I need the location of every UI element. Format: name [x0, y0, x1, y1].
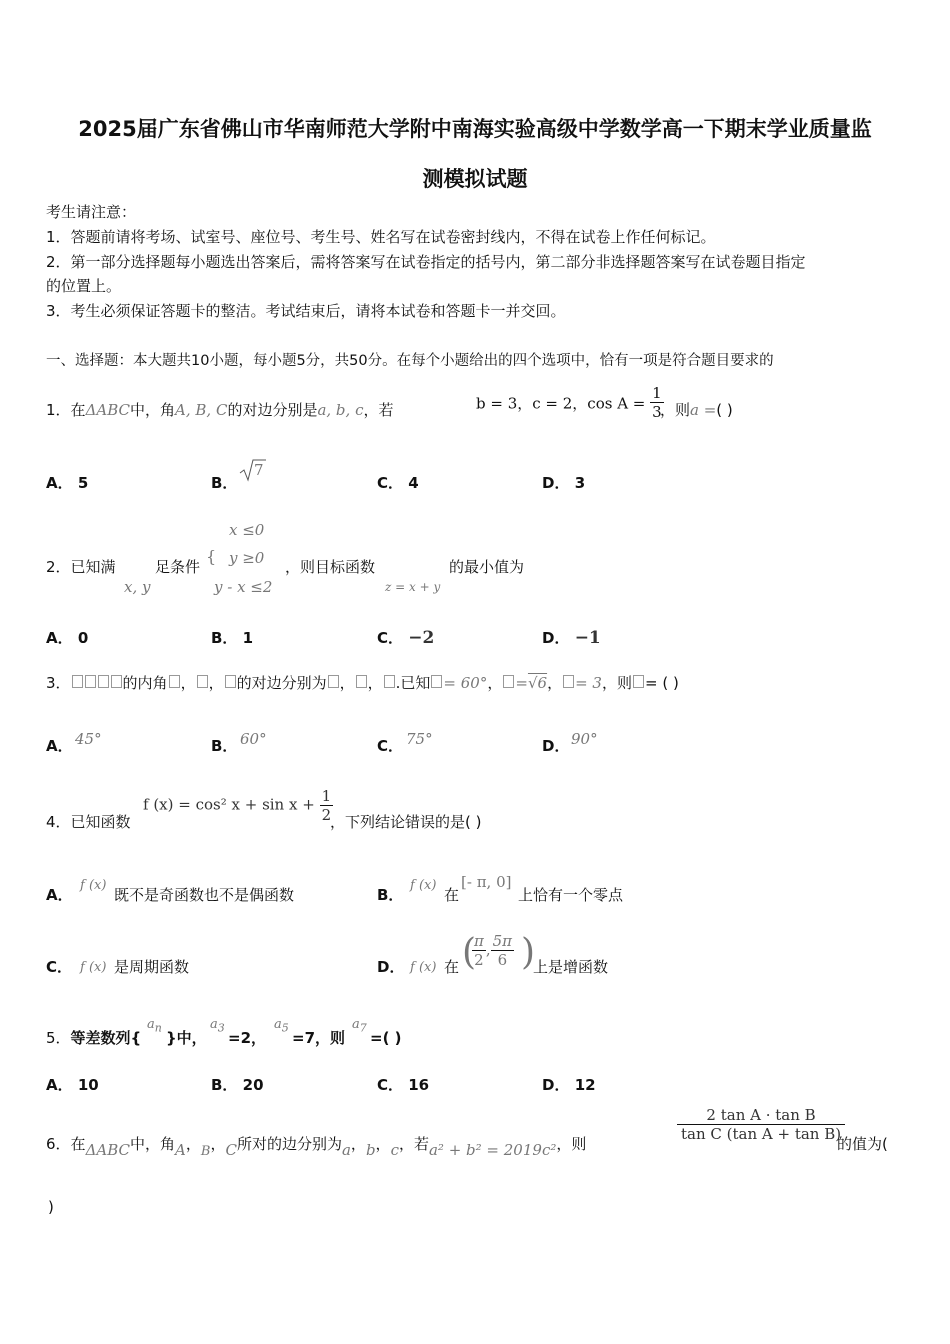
q3-option-d-label: D． [542, 737, 570, 755]
q3-eq-1: = 60° [443, 674, 488, 692]
q5-option-a-label: A． [46, 1076, 73, 1094]
placeholder-glyph-icon [503, 675, 514, 688]
q5-option-d-text: 12 [574, 1076, 596, 1094]
sqrt-icon: √ [527, 674, 538, 692]
q5-text-3: =2， [228, 1029, 267, 1047]
q5-option-c-label: C． [377, 1076, 404, 1094]
q1-option-b-text: 7 [254, 461, 264, 479]
q2-cond-1: x ≤0 [229, 521, 265, 539]
q2-text-2: 足条件 [155, 558, 201, 576]
q4-option-a-fx: f (x) [80, 878, 107, 893]
q2-text-4: 的最小值为 [449, 558, 525, 576]
q6-sep-1: ， [185, 1135, 201, 1153]
q5-a3 [210, 1017, 225, 1035]
q1-text-3: 的对边分别是 [227, 401, 318, 419]
q2-option-c-text: −2 [408, 628, 435, 648]
q2-option-a-label: A． [46, 629, 73, 647]
q3-eq-2: = [515, 674, 528, 692]
q6-text-5: ，则 [556, 1135, 587, 1153]
q5-option-d-label: D． [542, 1076, 570, 1094]
q5-a3-a: a [210, 1017, 218, 1032]
q4-option-c[interactable] [46, 957, 72, 977]
q5-option-c-text: 16 [408, 1076, 430, 1094]
q1-option-a-label: A． [46, 474, 73, 492]
placeholder-glyph-icon [169, 675, 180, 688]
q4-lead [46, 812, 131, 832]
q3-eq-2-value: 6 [537, 674, 548, 692]
q6-text-3: 所对的边分别为 [236, 1135, 342, 1153]
q2-option-c[interactable] [377, 628, 434, 648]
q2-option-a[interactable] [46, 628, 88, 648]
q4-option-d[interactable] [377, 957, 404, 977]
right-paren-icon: ) [521, 932, 536, 973]
q6-sep-3: ， [350, 1135, 366, 1153]
q6-fraction [677, 1106, 845, 1143]
q6-number: 6． [46, 1135, 71, 1153]
placeholder-glyph-icon [85, 675, 96, 688]
q5-an-a: a [147, 1017, 155, 1032]
q1-option-a-text: 5 [77, 474, 89, 492]
q2-text-3: ，则目标函数 [285, 558, 376, 576]
q2-option-b-text: 1 [242, 629, 254, 647]
placeholder-glyph-icon [72, 675, 83, 688]
q5-option-a-text: 10 [77, 1076, 99, 1094]
q4-option-b-fx: f (x) [410, 878, 437, 893]
q1-answer-paren: ( ) [716, 401, 733, 419]
q3-text-5: = ( ) [644, 674, 679, 692]
q4-text-1: 已知函数 [70, 813, 131, 831]
section-heading: 一、选择题：本大题共10小题，每小题5分，共50分。在每个小题给出的四个选项中，恰有一项是符合题目要求的 [46, 353, 774, 369]
placeholder-glyph-icon [197, 675, 208, 688]
q1-fraction-num: 1 [652, 384, 662, 402]
q1-text-2: 中，角 [130, 401, 176, 419]
q5-option-d[interactable] [542, 1075, 596, 1095]
question-1 [46, 400, 394, 420]
q1-condition-text: b = 3，c = 2，cos A = [476, 394, 646, 413]
q5-a3-sub: 3 [217, 1021, 225, 1035]
q2-option-d[interactable] [542, 628, 601, 648]
q6-sep-4: ， [375, 1135, 391, 1153]
q6-side-b: b [365, 1141, 376, 1159]
q4-option-b-interval: [- π, 0] [461, 873, 512, 891]
notice-heading: 考生请注意： [46, 203, 137, 221]
q1-option-d-label: D． [542, 474, 570, 492]
q6-angle-a: A [175, 1141, 186, 1159]
q1-number: 1． [46, 401, 71, 419]
q6-sep-2: ， [210, 1135, 226, 1153]
q6-text-4: ，若 [398, 1135, 429, 1153]
q4-option-d-interval: $\frac{\pi}{2}$ , $\frac{5\pi}{6}$ [474, 932, 513, 969]
q1-text-1: 在 [70, 401, 86, 419]
q1-fraction-den: 3 [652, 403, 662, 421]
q5-a7-a: a [352, 1017, 360, 1032]
q3-option-d[interactable] [542, 736, 569, 756]
q1-option-c-label: C． [377, 474, 404, 492]
q1-option-b[interactable] [211, 473, 237, 493]
q2-option-d-label: D． [542, 629, 570, 647]
q3-option-c-text: 75° [406, 730, 433, 748]
q4-option-b-label: B． [377, 886, 404, 904]
q2-cond-2: y ≥0 [229, 549, 265, 567]
q3-option-a-label: A． [46, 737, 73, 755]
q5-a7 [352, 1017, 367, 1035]
question-6 [46, 1134, 587, 1159]
q4-number: 4． [46, 813, 71, 831]
notice-item-2: 2．第一部分选择题每小题选出答案后，需将答案写在试卷指定的括号内，第二部分非选择题答案写在试卷题目指定 [46, 253, 806, 271]
q4-option-d-frac-1-num: π [474, 932, 484, 950]
doc-title-line2: 测模拟试题 [422, 167, 528, 191]
q5-option-b-label: B． [211, 1076, 238, 1094]
q2-option-d-text: −1 [574, 628, 601, 648]
q6-text-7: ) [48, 1198, 54, 1216]
q4-option-a[interactable] [46, 885, 73, 905]
q4-option-a-text: 既不是奇函数也不是偶函数 [114, 886, 295, 904]
q4-option-b-text-2: 上恰有一个零点 [518, 886, 624, 904]
q3-number: 3． [46, 674, 71, 692]
q5-a5-a: a [274, 1017, 282, 1032]
q6-text-6: 的值为( [837, 1135, 888, 1153]
q6-condition: a² + b² = 2019c² [428, 1141, 557, 1159]
placeholder-glyph-icon [356, 675, 367, 688]
notice-item-2-cont: 的位置上。 [46, 277, 122, 295]
q4-option-b-text-1: 在 [444, 886, 460, 904]
q4-text-2: ，下列结论错误的是( ) [330, 813, 482, 831]
placeholder-glyph-icon [633, 675, 644, 688]
q5-a5 [274, 1017, 289, 1035]
q5-an [147, 1017, 162, 1035]
q4-option-d-text-2: 上是增函数 [533, 958, 609, 976]
q5-text-4: =7，则 [292, 1029, 346, 1047]
q2-option-b-label: B． [211, 629, 238, 647]
q3-option-b-text: 60° [240, 730, 267, 748]
q1-option-d[interactable] [542, 473, 585, 493]
q4-option-d-frac-1-den: 2 [474, 951, 484, 969]
left-paren-icon: ( [462, 932, 477, 973]
q3-eq-3: = 3 [575, 674, 602, 692]
placeholder-glyph-icon [98, 675, 109, 688]
q2-vars: x, y [124, 578, 151, 596]
q5-a7-sub: 7 [359, 1021, 367, 1035]
q3-option-b[interactable] [211, 736, 237, 756]
q4-option-d-frac-2-den: 6 [497, 951, 508, 969]
q4-option-c-label: C． [46, 958, 73, 976]
q6-side-c: c [390, 1141, 399, 1159]
q1-angles: A, B, C [175, 401, 228, 419]
q2-option-c-label: C． [377, 629, 404, 647]
q5-text-5: =( ) [370, 1029, 402, 1047]
q4-option-b[interactable] [377, 885, 403, 905]
placeholder-glyph-icon [111, 675, 122, 688]
q5-an-sub: n [154, 1021, 162, 1035]
q4-option-d-frac-2 [491, 932, 514, 969]
q2-cond-3: y - x ≤2 [214, 578, 273, 596]
q1-option-c-text: 4 [408, 474, 419, 492]
q6-triangle: ΔABC [85, 1141, 131, 1159]
q1-text-4: ，若 [363, 401, 394, 419]
q2-objective: z = x + y [385, 580, 441, 594]
q2-option-b[interactable] [211, 628, 253, 648]
q4-option-d-fx: f (x) [410, 960, 437, 975]
q1-sides: a, b, c [317, 401, 364, 419]
q3-option-b-label: B． [211, 737, 238, 755]
notice-item-3: 3．考生必须保证答题卡的整洁。考试结束后，请将本试卷和答题卡一并交回。 [46, 302, 566, 320]
q2-brace: { [206, 547, 217, 566]
q4-option-d-label: D． [377, 958, 405, 976]
q4-option-d-frac-2-num: 5π [492, 932, 513, 950]
q4-function-expr: f (x) = cos² x + sin x + [143, 795, 315, 814]
q4-fraction-num: 1 [321, 787, 332, 805]
q6-fraction-box [677, 1106, 845, 1143]
q5-text-1: 等差数列{ [70, 1029, 142, 1047]
q3-option-a-text: 45° [75, 730, 102, 748]
q5-option-b-text: 20 [242, 1076, 264, 1094]
q4-function [143, 787, 333, 824]
q3-text-4: ，则 [601, 674, 632, 692]
q2-text-lead [46, 557, 116, 577]
q1-option-a[interactable] [46, 473, 88, 493]
q3-option-c[interactable] [377, 736, 403, 756]
q2-text-1: 已知满 [70, 558, 116, 576]
notice-item-1: 1．答题前请将考场、试室号、座位号、考生号、姓名写在试卷密封线内，不得在试卷上作任何标记。 [46, 228, 716, 246]
q2-option-a-text: 0 [77, 629, 89, 647]
question-3: 3． 的内角 ， ， 的对边分别为 ， ， .已知 = 60°， =√6， = 3，则 = ( ) [46, 674, 679, 692]
q1-option-b-label: B． [211, 474, 238, 492]
q1-option-d-text: 3 [574, 474, 586, 492]
q5-option-a[interactable] [46, 1075, 99, 1095]
q3-option-d-text: 90° [571, 730, 598, 748]
q4-option-a-label: A． [46, 886, 73, 904]
placeholder-glyph-icon [563, 675, 574, 688]
q6-fraction-den: tan C (tan A + tan B) [681, 1125, 842, 1143]
q1-triangle: ΔABC [85, 401, 131, 419]
q4-option-c-fx: f (x) [80, 960, 107, 975]
q5-option-c[interactable] [377, 1075, 429, 1095]
q6-text-1: 在 [70, 1135, 86, 1153]
q3-option-a[interactable] [46, 736, 73, 756]
q6-angle-b: B [200, 1144, 211, 1159]
q3-text-2: 的对边分别为 [236, 674, 327, 692]
q1-option-c[interactable] [377, 473, 419, 493]
placeholder-glyph-icon [384, 675, 395, 688]
q6-fraction-num: 2 tan A · tan B [677, 1106, 845, 1125]
q6-text-2: 中，角 [130, 1135, 176, 1153]
q6-side-a: a [341, 1141, 351, 1159]
q1-text-5: ，则 [660, 401, 691, 419]
q5-number: 5． [46, 1029, 71, 1047]
q4-option-d-frac-1 [472, 932, 486, 969]
q6-angle-c: C [225, 1141, 237, 1159]
q2-number: 2． [46, 558, 71, 576]
q3-text-1: 的内角 [122, 674, 168, 692]
q4-option-d-text-1: 在 [444, 958, 460, 976]
q5-a5-sub: 5 [281, 1021, 289, 1035]
q1-ask-expr: a = [690, 401, 717, 419]
q4-fraction-den: 2 [321, 806, 332, 824]
placeholder-glyph-icon [328, 675, 339, 688]
q5-option-b[interactable] [211, 1075, 264, 1095]
q1-ask [660, 400, 733, 420]
question-5 [46, 1028, 141, 1048]
q1-condition [476, 386, 664, 423]
placeholder-glyph-icon [225, 675, 236, 688]
q5-text-2: }中， [166, 1029, 207, 1047]
q3-text-3: .已知 [395, 674, 431, 692]
q4-option-c-text: 是周期函数 [114, 958, 190, 976]
placeholder-glyph-icon [431, 675, 442, 688]
q3-option-c-label: C． [377, 737, 404, 755]
doc-title-line1: 2025届广东省佛山市华南师范大学附中南海实验高级中学数学高一下期末学业质量监 [78, 117, 872, 141]
